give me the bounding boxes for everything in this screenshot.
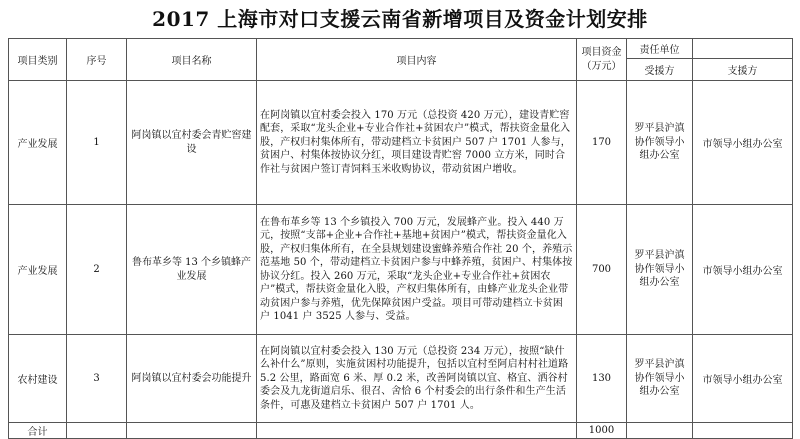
row-seq: 1 [67,81,127,205]
row-content: 在鲁布革乡等 13 个乡镇投入 700 万元，发展蜂产业。投入 440 万元，按照“支部+企业+合作社+基地+贫困户”模式，帮扶资金量化入股，产权归集体所有，在全县规划建设蜜蜂养殖合作社 20 个，养殖示范基地 50 个，带动建档立卡贫困户参与中蜂养殖，贫困户、村集体按协议分红。投入 260 万元，采取“龙头企业+专业合作社+贫困农户”模式，帮扶资金量化入股，产权归集体所有，由蜂产业龙头企业带动贫困户参与养殖，优先保障贫困户受益。项目可带动建档立卡贫困户 1041 户 3525 人参与、受益。 [257,205,577,335]
row-seq: 3 [67,335,127,423]
header-responsible-blank [693,39,793,59]
total-row [9,423,793,439]
row-category: 产业发展 [9,205,67,335]
row-supporter: 市领导小组办公室 [693,81,793,205]
row-funds: 700 [577,205,627,335]
row-recipient: 罗平县沪滇协作领导小组办公室 [627,81,693,205]
total-blank [693,423,793,439]
table-row [9,205,793,335]
header-name: 项目名称 [127,39,257,81]
row-name: 阿岗镇以宜村委会功能提升 [127,335,257,423]
row-category: 农村建设 [9,335,67,423]
funding-plan-table [8,38,793,439]
header-funds: 项目资金（万元） [577,39,627,81]
table-row [9,335,793,423]
row-name: 阿岗镇以宜村委会青贮窖建设 [127,81,257,205]
total-blank [627,423,693,439]
total-blank [127,423,257,439]
row-supporter: 市领导小组办公室 [693,335,793,423]
header-category: 项目类别 [9,39,67,81]
row-content: 在阿岗镇以宜村委会投入 170 万元（总投资 420 万元），建设青贮窖配套，采取“龙头企业+专业合作社+贫困农户”模式，帮扶资金量化入股，产权归村集体所有，带动建档立卡贫困户 507 户 1701 人参与，贫困户、村集体按协议分红，项目建设青贮窖 7000 立方米，同时合作社与贫困户签订青饲料玉米收购协议，带动贫困户增收。 [257,81,577,205]
row-recipient: 罗平县沪滇协作领导小组办公室 [627,205,693,335]
total-blank [67,423,127,439]
row-seq: 2 [67,205,127,335]
row-funds: 170 [577,81,627,205]
header-content: 项目内容 [257,39,577,81]
header-responsible: 责任单位 [627,39,693,59]
total-blank [257,423,577,439]
row-content: 在阿岗镇以宜村委会投入 130 万元（总投资 234 万元），按照“缺什么补什么”原则，实施贫困村功能提升，包括以宜村至阿启村村社道路 5.2 公里，路面宽 6 米、厚 0.2 米，改善阿岗镇以宜、格宜、洒谷村委会及九龙街道启乐、很召、舍恰 6 个村委会的出行条件和生产生活条件，可惠及建档立卡贫困户 507 户 1701 人。 [257,335,577,423]
row-funds: 130 [577,335,627,423]
row-recipient: 罗平县沪滇协作领导小组办公室 [627,335,693,423]
header-supporter: 支援方 [693,59,793,81]
total-funds: 1000 [577,423,627,439]
row-supporter: 市领导小组办公室 [693,205,793,335]
header-seq: 序号 [67,39,127,81]
header-recipient: 受援方 [627,59,693,81]
total-label: 合计 [9,423,67,439]
row-category: 产业发展 [9,81,67,205]
table-row [9,81,793,205]
document-title: 2017 上海市对口支援云南省新增项目及资金计划安排 [152,7,648,31]
row-name: 鲁布革乡等 13 个乡镇蜂产业发展 [127,205,257,335]
